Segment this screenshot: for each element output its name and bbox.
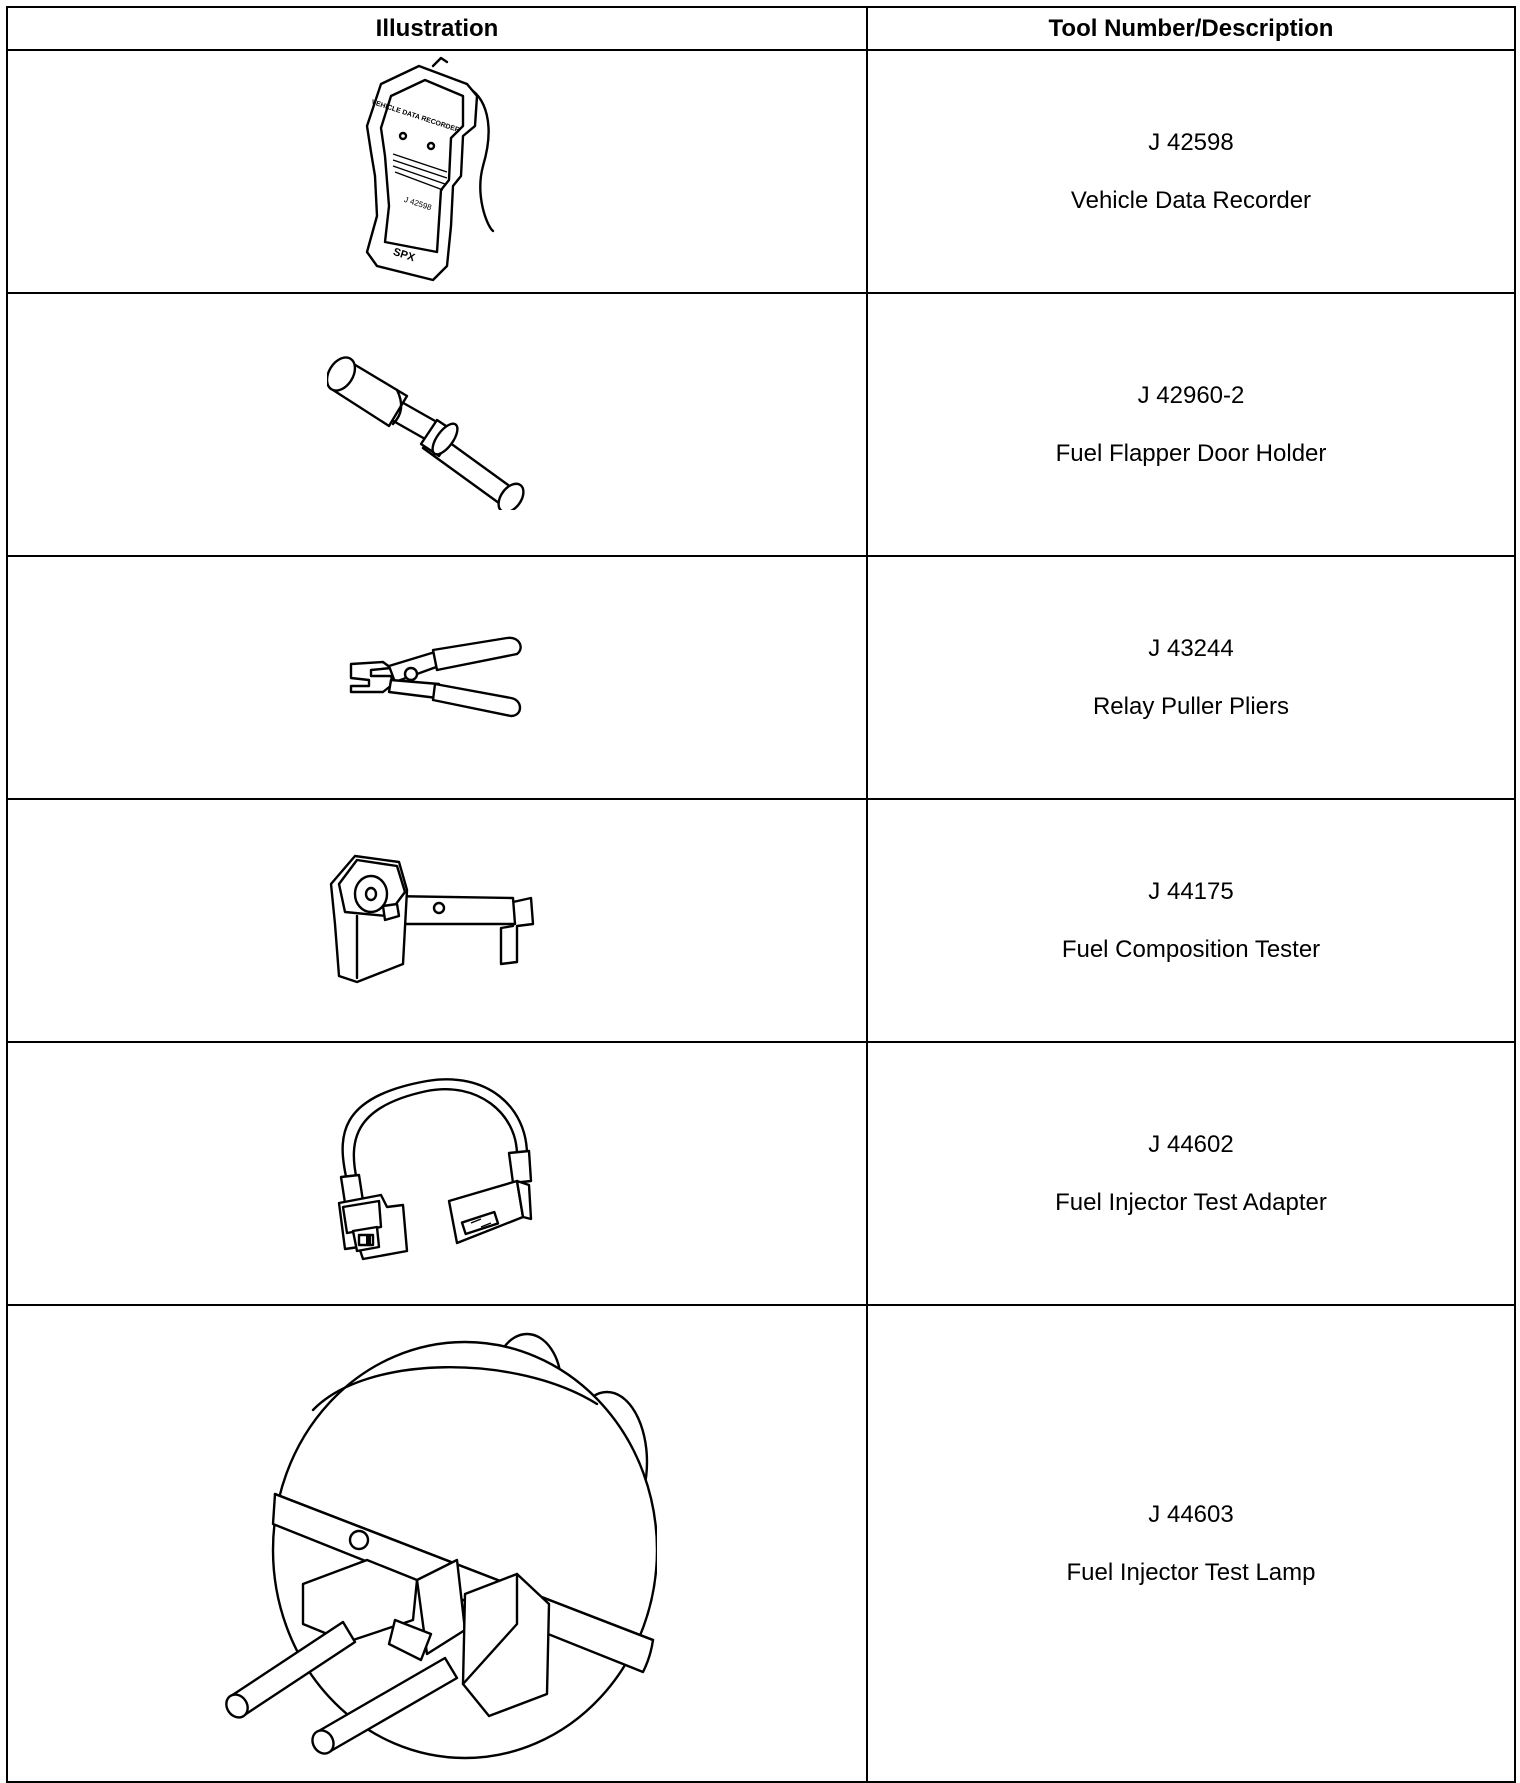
tool-name: Fuel Injector Test Adapter [1055,1188,1327,1216]
fuel-injector-test-lamp-icon [217,1324,657,1764]
table-row [7,1042,1515,1305]
tool-name: Fuel Flapper Door Holder [1055,439,1327,467]
tool-number: J 44603 [1148,1500,1234,1528]
tool-name: Fuel Composition Tester [1061,935,1321,963]
tool-name: Fuel Injector Test Lamp [1066,1558,1316,1586]
tool-number: J 42960-2 [1137,381,1245,409]
device-brand-text: SPX [391,245,417,264]
tool-name: Vehicle Data Recorder [1070,186,1312,214]
table-row [7,556,1515,799]
header-row [7,7,1515,50]
tool-name: Relay Puller Pliers [1092,692,1290,720]
device-model-text: J 42598 [402,194,433,212]
tool-number: J 42598 [1148,128,1234,156]
illustration-cell [7,293,867,556]
relay-puller-pliers-icon [347,636,527,720]
tool-number: J 44602 [1148,1130,1234,1158]
vehicle-data-recorder-icon [337,56,537,288]
device-title-text: VEHICLE DATA RECORDER [370,98,461,134]
illustration-cell [7,1042,867,1305]
table-row [7,1305,1515,1782]
illustration-cell [7,799,867,1042]
fuel-injector-test-adapter-icon [317,1077,557,1271]
tool-number: J 43244 [1148,634,1234,662]
special-tools-table [6,6,1516,1783]
table-row [7,293,1515,556]
illustration-cell [7,556,867,799]
fuel-composition-tester-icon [327,854,547,988]
description-cell [867,799,1515,1042]
description-cell [867,1042,1515,1305]
tool-number: J 44175 [1148,877,1234,905]
illustration-header: Illustration [7,7,867,50]
tool-header: Tool Number/Description [867,7,1515,50]
table-row [7,50,1515,293]
illustration-cell [7,50,867,293]
description-cell [867,1305,1515,1782]
description-cell [867,556,1515,799]
description-cell [867,293,1515,556]
description-cell [867,50,1515,293]
fuel-flapper-door-holder-icon [327,340,547,510]
table-row [7,799,1515,1042]
illustration-cell [7,1305,867,1782]
